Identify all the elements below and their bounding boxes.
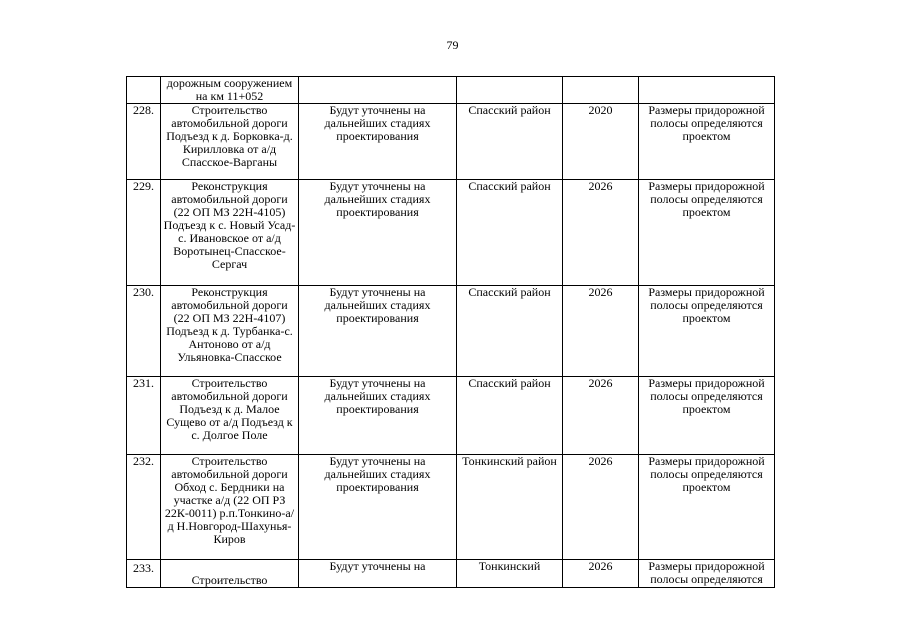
table-row <box>127 377 775 455</box>
road-name-cell: Реконструкция автомобильной дороги (22 ОП МЗ 22Н-4107) Подъезд к д. Турбанка-с. Антоново от а/д Ульяновка-Спасское <box>161 286 299 377</box>
params-cell: Будут уточнены на дальнейших стадиях проектирования <box>299 180 457 286</box>
district-cell: Спасский район <box>457 180 563 286</box>
params-cell: Будут уточнены на дальнейших стадиях проектирования <box>299 455 457 560</box>
year-cell: 2020 <box>563 104 639 180</box>
year-cell: 2026 <box>563 286 639 377</box>
params-cell: Будут уточнены на дальнейших стадиях проектирования <box>299 104 457 180</box>
road-name-cell <box>161 77 299 104</box>
table-row <box>127 180 775 286</box>
year-cell <box>563 77 639 104</box>
row-number-cell: 228. <box>127 104 161 180</box>
road-name-cell: Строительство <box>161 560 299 588</box>
district-cell: Тонкинский <box>457 560 563 588</box>
year-cell: 2026 <box>563 180 639 286</box>
year-cell: 2026 <box>563 377 639 455</box>
note-cell: Размеры придорожной полосы определяются проектом <box>639 180 775 286</box>
road-name-cell: Строительство автомобильной дороги Подъезд к д. Малое Сущево от а/д Подъезд к с. Долгое Поле <box>161 377 299 455</box>
note-cell: Размеры придорожной полосы определяются <box>639 560 775 588</box>
row-number-cell: 229. <box>127 180 161 286</box>
params-cell <box>299 77 457 104</box>
district-cell: Спасский район <box>457 286 563 377</box>
row-number-cell: 231. <box>127 377 161 455</box>
note-cell: Размеры придорожной полосы определяются проектом <box>639 104 775 180</box>
road-name-cell: Строительство автомобильной дороги Обход с. Бердники на участке а/д (22 ОП РЗ 22К-0011) р.п.Тонкино-а/д Н.Новгород-Шахунья-Киров <box>161 455 299 560</box>
district-cell <box>457 77 563 104</box>
note-cell: Размеры придорожной полосы определяются проектом <box>639 455 775 560</box>
table-row <box>127 286 775 377</box>
row-number-cell: 232. <box>127 455 161 560</box>
district-cell: Спасский район <box>457 104 563 180</box>
page-number: 79 <box>446 38 459 52</box>
row-number-cell <box>127 77 161 104</box>
row-number-cell: 233. <box>127 560 161 588</box>
params-cell: Будут уточнены на <box>299 560 457 588</box>
note-cell <box>639 77 775 104</box>
note-cell: Размеры придорожной полосы определяются проектом <box>639 377 775 455</box>
params-cell: Будут уточнены на дальнейших стадиях проектирования <box>299 377 457 455</box>
road-name-text: дорожным сооружением на км 11+052 <box>166 76 293 103</box>
district-cell: Спасский район <box>457 377 563 455</box>
note-cell: Размеры придорожной полосы определяются проектом <box>639 286 775 377</box>
table-row <box>127 560 775 588</box>
table-row-continued <box>127 77 775 104</box>
year-cell: 2026 <box>563 560 639 588</box>
road-name-cell: Реконструкция автомобильной дороги (22 ОП МЗ 22Н-4105) Подъезд к с. Новый Усад-с. Ивановское от а/д Воротынец-Спасское-Сергач <box>161 180 299 286</box>
params-cell: Будут уточнены на дальнейших стадиях проектирования <box>299 286 457 377</box>
roads-table <box>126 76 775 588</box>
table-row <box>127 104 775 180</box>
row-number-cell: 230. <box>127 286 161 377</box>
road-name-cell: Строительство автомобильной дороги Подъезд к д. Борковка-д. Кирилловка от а/д Спасское-Варганы <box>161 104 299 180</box>
table-row <box>127 455 775 560</box>
district-cell: Тонкинский район <box>457 455 563 560</box>
year-cell: 2026 <box>563 455 639 560</box>
